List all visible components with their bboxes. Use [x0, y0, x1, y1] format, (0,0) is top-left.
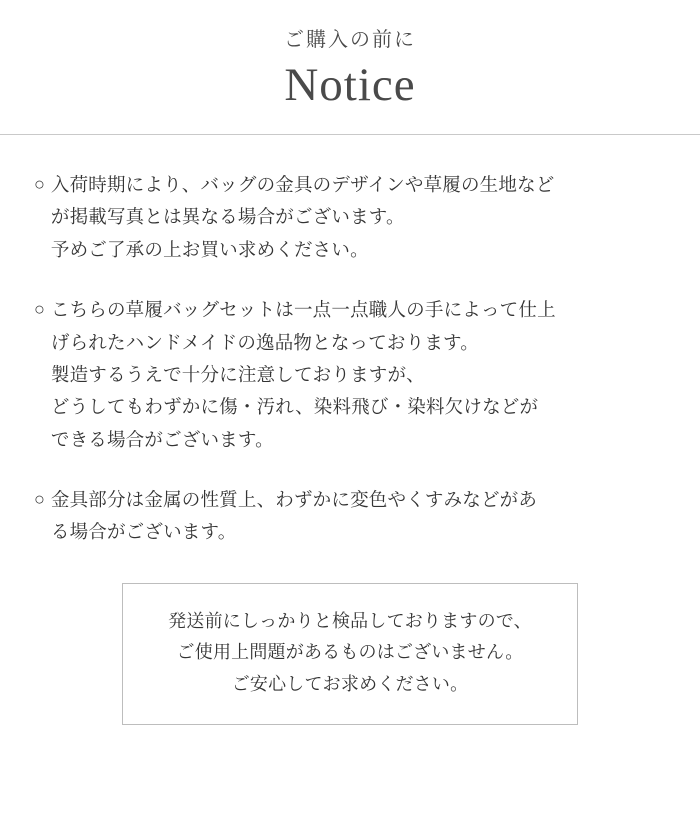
page-header: [0, 0, 700, 112]
note-line: 製造するうえで十分に注意しておりますが、: [50, 363, 425, 385]
note-line: できる場合がございます。: [50, 428, 274, 450]
list-item-body: [51, 484, 666, 549]
callout-wrapper: [34, 583, 666, 726]
list-item: [34, 484, 666, 549]
page-title: Notice: [284, 59, 416, 111]
bullet-circle-icon: ○: [34, 489, 45, 510]
callout-line: 発送前にしっかりと検品しておりますので、: [168, 610, 532, 631]
list-item: [34, 169, 666, 266]
bullet-circle-icon: ○: [34, 174, 45, 195]
notice-list: [0, 135, 700, 725]
note-line: 予めご了承の上お買い求めください。: [50, 238, 369, 260]
note-line: 金具部分は金属の性質上、わずかに変色やくすみなどがあ: [50, 489, 538, 511]
note-line: る場合がございます。: [50, 521, 237, 543]
callout-line: ご使用上問題があるものはございません。: [176, 642, 524, 663]
list-item: [34, 294, 666, 456]
header-subtitle: ご購入の前に: [284, 29, 416, 51]
callout-line: ご安心してお求めください。: [231, 673, 469, 694]
list-item-body: [51, 169, 666, 266]
callout-box: [122, 583, 578, 726]
note-line: こちらの草履バッグセットは一点一点職人の手によって仕上: [50, 299, 556, 321]
note-line: 入荷時期により、バッグの金具のデザインや草履の生地など: [50, 174, 555, 196]
bullet-circle-icon: ○: [34, 299, 45, 320]
note-line: が掲載写真とは異なる場合がございます。: [50, 206, 405, 228]
note-line: げられたハンドメイドの逸品物となっております。: [50, 331, 479, 353]
note-line: どうしてもわずかに傷・汚れ、染料飛び・染料欠けなどが: [50, 396, 539, 418]
list-item-body: [51, 294, 666, 456]
